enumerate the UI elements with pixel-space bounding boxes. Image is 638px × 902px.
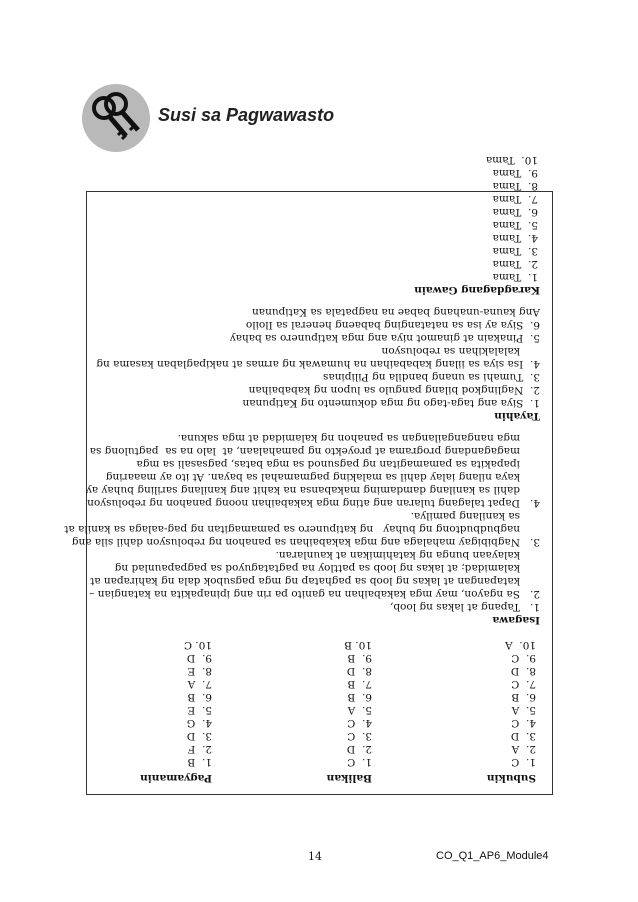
pagyamanin-heading: Pagyamanin [140,772,212,784]
text-line: dahil sa kanilang damdaming makabansa na kahit ang kanilang sariling buhay ay [85,484,540,496]
list-item: 5. A [347,704,372,716]
list-item: 5. Tama [492,219,538,231]
list-item: 2. F [188,743,212,755]
list-item: 6. B [511,691,536,703]
list-item: 8. D [346,665,372,677]
answer-key-content [64,154,552,794]
text-line: magagandang programa at proyekto ng pamahalaan, at lalo na sa pagtulong sa [89,445,540,457]
list-item: 8. Tama [492,180,538,192]
list-item: 2. D [346,743,372,755]
list-item: 7. C [511,678,536,690]
text-line: kalayaan bunga ng katahimikan at kaunlaran. [275,549,540,561]
answer-key-box [64,154,553,795]
list-item: 2. A [511,743,536,755]
list-item: 10. Tama [485,154,538,166]
list-item: 10. B [344,639,372,651]
text-line: 3. Tumahi sa unang bandila ng Pilipinas [323,371,540,383]
text-line: nagbudbudtong ng buhay ng katipunero sa pamamagitan ng pag-aalaga sa kanila at [64,523,540,535]
list-item: 9. B [347,652,372,664]
text-line: 1. Siya ang taga-tago ng mga dokumento ng Katipunan [242,397,540,409]
text-line: 2. Naglingkod bilang pangulo sa lupon ng kababaihan [248,384,540,396]
keys-icon [82,84,150,152]
text-line: kaya nilang ialay dahil sa malaking pagmamahal sa bayan. At ito ay maaaring [105,471,540,483]
list-item: 10. C [183,639,212,651]
list-item: 1. C [511,756,536,768]
list-item: 5. A [511,704,536,716]
page-title: Susi sa Pagwawasto [158,105,335,125]
subukin-heading: Subukin [486,772,536,784]
text-line: katapangan at lakas ng loob sa paghatap ng mga pagsubok dala ng kahirapan at [90,575,540,587]
list-item: 6. B [347,691,372,703]
list-item: 3. Tama [492,245,538,257]
list-item: 4. G [186,717,212,729]
list-item: 10. A [505,639,536,651]
karagdagang-gawain-heading: Karagdagang Gawain [414,284,540,296]
list-item: 6. Tama [492,206,538,218]
text-line: 6. Siya ay isa sa natatanging babaeng heneral sa Iloilo [245,319,540,331]
isagawa-heading: Isagawa [492,614,540,626]
list-item: 7. B [347,678,372,690]
list-item: 7. A [187,678,212,690]
text-line: 2. Sa ngayon, may mga kakabaihan na ganito pa rin ang ipinapakita na katangian – [89,588,540,600]
list-item: 5. E [187,704,212,716]
list-item: 4. Tama [492,232,538,244]
text-line: sa kanilang pamilya. [410,510,540,522]
module-code: CO_Q1_AP6_Module4 [436,850,549,862]
text-line: kalamidad; at lakas ng loob sa pattloy na pagtataguyod sa pagpapaunlad ng [114,562,540,574]
text-line: kalalakihan sa rebolusyon [381,345,540,357]
text-line: ipapakita sa pamamagitan ng pagsunod sa mga batas, pagsasali sa mga [136,458,540,470]
text-line: 4. Dapat talagang tularan ang ating mga kakabaihan noong panahon ng rebolusyon [87,497,540,509]
list-item: 4. C [347,717,372,729]
tayahin-heading: Tayahin [494,410,540,422]
balikan-heading: Balikan [326,772,372,784]
list-item: 1. C [347,756,372,768]
list-item: 1. B [187,756,212,768]
list-item: 2. Tama [492,258,538,270]
list-item: 9. C [511,652,536,664]
list-item: 3. D [510,730,536,742]
list-item: 3. C [347,730,372,742]
page-number: 14 [308,850,322,863]
text-line: 1. Tapang at lakas ng loob, [390,601,540,613]
list-item: 4. C [511,717,536,729]
text-line: 3. Nagbibigay mahalaga ang mga kakabaihan sa panahon ng rebolusyon dahil sila ang [71,536,540,548]
list-item: 9. Tama [492,167,538,179]
list-item: 8. E [187,665,212,677]
list-item: 1. Tama [492,271,538,283]
text-line: 5. Pinakain at ginamot niya ang mga katipunero sa bahay [229,332,540,344]
text-line: mga nangangailangan sa panahon ng kalamidad at mga sakuna. [177,432,540,444]
list-item: 6. B [187,691,212,703]
text-line: Ang kauna-unahang babae na nagpatala sa Katipunan [252,306,540,318]
list-item: 8. D [510,665,536,677]
list-item: 7. Tama [492,193,538,205]
list-item: 9. D [186,652,212,664]
text-line: 4. Isa siya sa iilang kababaihan na humawak ng armas at nakipaglaban kasama ng [96,358,540,370]
list-item: 3. D [186,730,212,742]
